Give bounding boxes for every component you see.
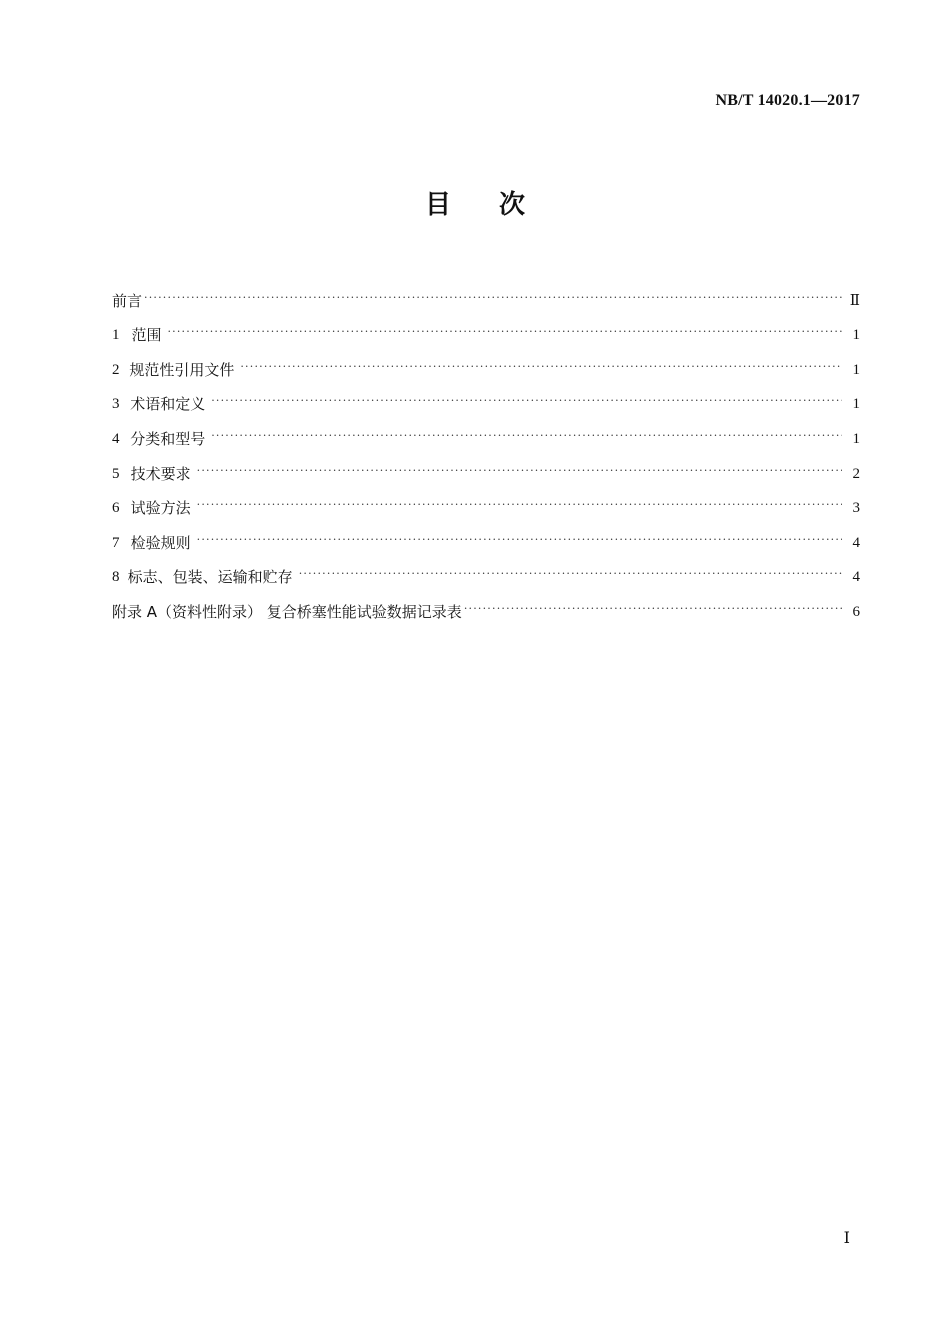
toc-entry-scope[interactable]	[112, 311, 860, 346]
toc-entry-page: 1	[852, 327, 860, 344]
page-number: Ⅰ	[843, 1230, 850, 1247]
toc-entry-label: 标志、包装、运输和贮存	[127, 568, 293, 587]
toc-entry-number: 6	[112, 500, 120, 517]
toc-entry-technical-requirements[interactable]	[112, 449, 860, 484]
table-of-contents	[112, 276, 860, 622]
toc-title-char-1: 目	[424, 190, 451, 220]
toc-leader-dots	[299, 564, 842, 584]
toc-entry-test-methods[interactable]	[112, 484, 860, 519]
toc-entry-page: 6	[852, 603, 860, 620]
toc-entry-page: 4	[852, 534, 860, 551]
toc-entry-label: 检验规则	[130, 533, 191, 552]
toc-title	[0, 184, 950, 221]
toc-title-char-2: 次	[499, 190, 526, 220]
toc-entry-annex-a[interactable]	[112, 587, 860, 622]
toc-entry-page: Ⅱ	[849, 292, 860, 309]
toc-leader-dots	[211, 426, 842, 446]
toc-entry-label: 附录 A（资料性附录） 复合桥塞性能试验数据记录表	[112, 602, 462, 621]
toc-leader-dots	[144, 288, 842, 308]
toc-leader-dots	[464, 599, 842, 619]
toc-leader-dots	[197, 495, 842, 515]
toc-entry-page: 1	[852, 396, 860, 413]
toc-entry-label: 技术要求	[130, 464, 191, 483]
toc-entry-terms-definitions[interactable]	[112, 380, 860, 415]
toc-entry-number: 5	[112, 465, 120, 482]
toc-entry-number: 1	[112, 327, 120, 344]
toc-entry-page: 4	[852, 569, 860, 586]
toc-entry-page: 2	[852, 465, 860, 482]
toc-leader-dots	[211, 391, 842, 411]
toc-entry-number: 2	[112, 361, 120, 378]
toc-entry-number: 4	[112, 430, 120, 447]
toc-entry-page: 1	[852, 361, 860, 378]
toc-entry-page: 3	[852, 500, 860, 517]
toc-leader-dots	[197, 461, 842, 481]
toc-entry-page: 1	[852, 430, 860, 447]
toc-leader-dots	[197, 530, 842, 550]
toc-entry-number: 8	[112, 569, 120, 586]
toc-entry-label: 分类和型号	[130, 429, 206, 448]
toc-entry-marking-packaging[interactable]	[112, 553, 860, 588]
toc-entry-normative-references[interactable]	[112, 345, 860, 380]
toc-entry-label: 术语和定义	[130, 395, 206, 414]
toc-entry-classification[interactable]	[112, 414, 860, 449]
toc-entry-label: 前言	[112, 291, 143, 310]
toc-entry-label: 试验方法	[130, 499, 191, 518]
toc-leader-dots	[167, 322, 842, 342]
toc-leader-dots	[240, 357, 842, 377]
toc-entry-number: 7	[112, 534, 120, 551]
standard-code: NB/T 14020.1—2017	[715, 92, 860, 109]
toc-entry-label: 规范性引用文件	[129, 360, 235, 379]
toc-entry-number: 3	[112, 396, 120, 413]
toc-entry-inspection-rules[interactable]	[112, 518, 860, 553]
toc-entry-foreword[interactable]	[112, 276, 860, 311]
toc-entry-label: 范围	[131, 326, 162, 345]
